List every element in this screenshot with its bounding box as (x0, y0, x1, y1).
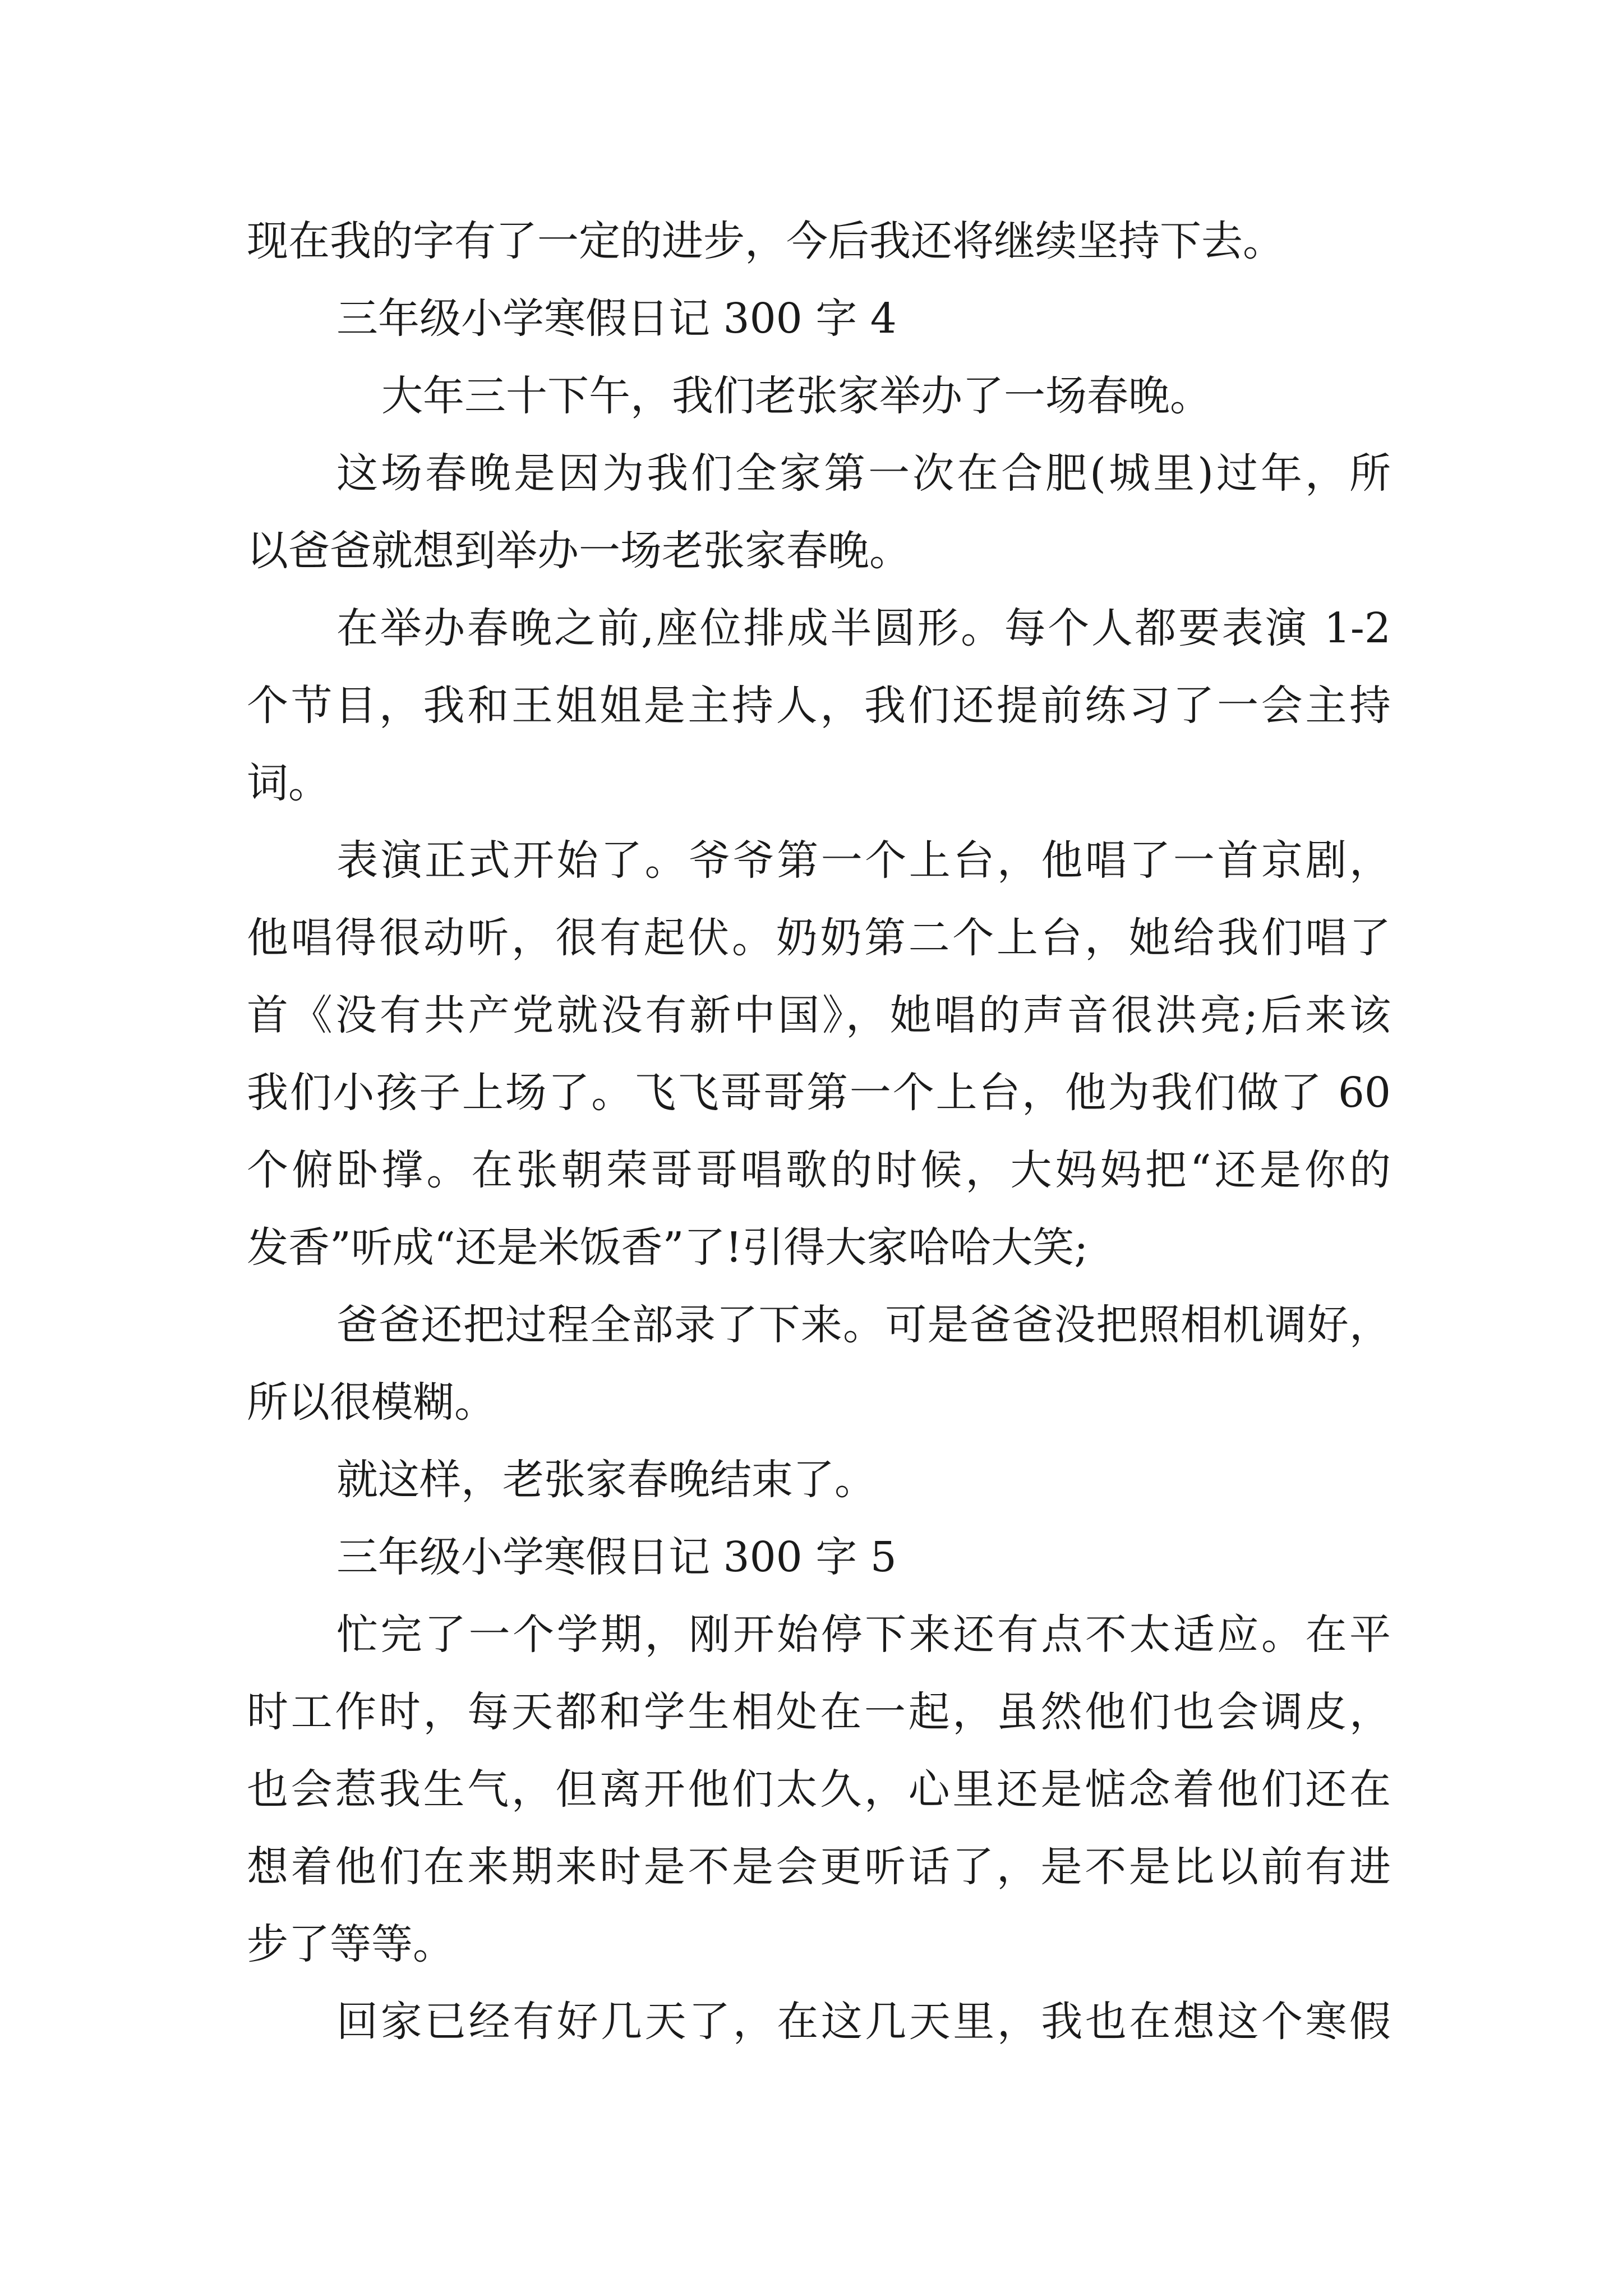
text-line: 这场春晚是因为我们全家第一次在合肥(城里)过年，所 (336, 449, 1391, 498)
text-line: 发香”听成“还是米饭香”了!引得大家哈哈大笑; (247, 1223, 1089, 1272)
text-line: 大年三十下午，我们老张家举办了一场春晚。 (381, 372, 1211, 420)
text-line: 个节目，我和王姐姐是主持人，我们还提前练习了一会主持 (247, 682, 1391, 730)
section-heading: 三年级小学寒假日记 300 字 5 (336, 1533, 897, 1581)
text-line: 回家已经有好几天了，在这几天里，我也在想这个寒假 (336, 1998, 1391, 2046)
text-line: 他唱得很动听，很有起伏。奶奶第二个上台，她给我们唱了 (247, 914, 1391, 962)
text-line: 词。 (247, 759, 330, 807)
text-line: 在举办春晚之前,座位排成半圆形。每个人都要表演 1-2 (336, 604, 1391, 652)
text-line: 首《没有共产党就没有新中国》，她唱的声音很洪亮;后来该 (247, 991, 1391, 1039)
text-line: 表演正式开始了。爷爷第一个上台，他唱了一首京剧， (336, 836, 1391, 885)
text-line: 也会惹我生气，但离开他们太久，心里还是惦念着他们还在 (247, 1765, 1391, 1814)
text-line: 就这样，老张家春晚结束了。 (336, 1456, 876, 1504)
text-line: 想着他们在来期来时是不是会更听话了，是不是比以前有进 (247, 1843, 1391, 1891)
text-line: 忙完了一个学期，刚开始停下来还有点不太适应。在平 (336, 1611, 1391, 1659)
text-line: 所以很模糊。 (247, 1378, 496, 1427)
text-line: 爸爸还把过程全部录了下来。可是爸爸没把照相机调好， (336, 1301, 1391, 1349)
text-line: 我们小孩子上场了。飞飞哥哥第一个上台，他为我们做了 60 (247, 1069, 1391, 1117)
text-line: 个俯卧撑。在张朝荣哥哥唱歌的时候，大妈妈把“还是你的 (247, 1146, 1391, 1194)
section-heading: 三年级小学寒假日记 300 字 4 (336, 295, 897, 343)
text-line: 步了等等。 (247, 1920, 454, 1968)
text-line: 时工作时，每天都和学生相处在一起，虽然他们也会调皮， (247, 1688, 1391, 1736)
text-line: 现在我的字有了一定的进步，今后我还将继续坚持下去。 (247, 217, 1284, 265)
text-line: 以爸爸就想到举办一场老张家春晚。 (247, 527, 911, 575)
